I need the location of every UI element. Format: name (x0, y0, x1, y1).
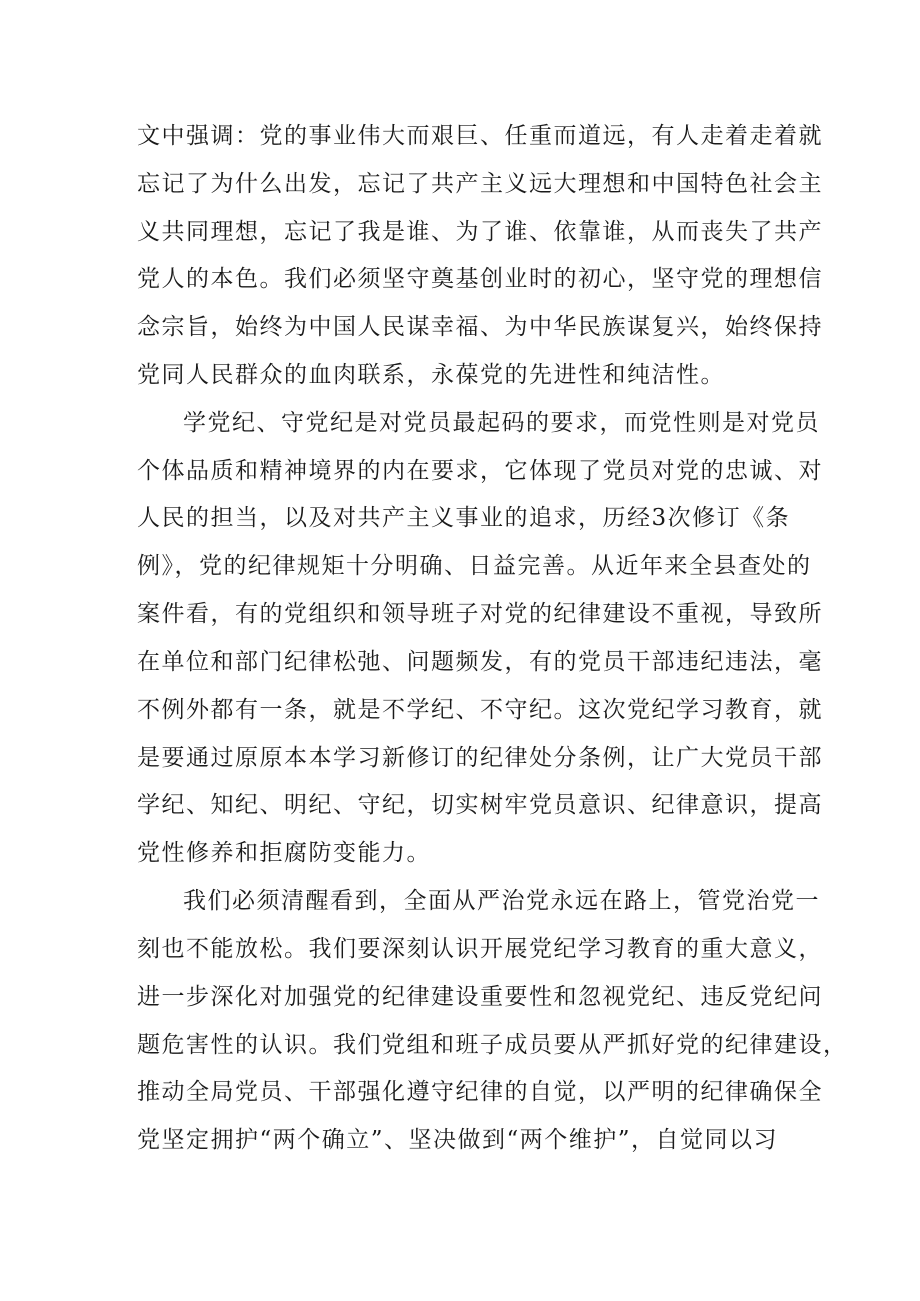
text-line: 党坚定拥护“两个确立”、坚决做到“两个维护”，自觉同以习 (137, 1127, 779, 1153)
text-line: 党同人民群众的血肉联系，永葆党的先进性和纯洁性。 (137, 362, 725, 388)
text-line: 在单位和部门纪律松弛、问题频发，有的党员干部违纪违法，毫 (137, 649, 823, 675)
text-line: 刻也不能放松。我们要深刻认识开展党纪学习教育的重大意义， (137, 936, 823, 962)
text-line: 党人的本色。我们必须坚守奠基创业时的初心，坚守党的理想信 (137, 266, 823, 292)
text-line: 人民的担当，以及对共产主义事业的追求，历经3次修订《条 (137, 505, 791, 531)
text-line: 学纪、知纪、明纪、守纪，切实树牢党员意识、纪律意识，提高 (137, 792, 823, 818)
text-line: 文中强调：党的事业伟大而艰巨、任重而道远，有人走着走着就 (137, 123, 823, 149)
text-line: 进一步深化对加强党的纪律建设重要性和忽视党纪、违反党纪问 (137, 984, 823, 1010)
text-line: 题危害性的认识。我们党组和班子成员要从严抓好党的纪律建设， (137, 1032, 848, 1058)
text-line: 义共同理想，忘记了我是谁、为了谁、依靠谁，从而丧失了共产 (137, 219, 823, 245)
text-line: 党性修养和拒腐防变能力。 (137, 840, 431, 866)
text-line: 例》，党的纪律规矩十分明确、日益完善。从近年来全县查处的 (137, 553, 812, 579)
text-line: 念宗旨，始终为中国人民谋幸福、为中华民族谋复兴，始终保持 (137, 314, 823, 340)
text-line: 是要通过原原本本学习新修订的纪律处分条例，让广大党员干部 (137, 745, 823, 771)
paragraph-first-line: 学党纪、守党纪是对党员最起码的要求，而党性则是对党员 (183, 410, 820, 436)
text-line: 案件看，有的党组织和领导班子对党的纪律建设不重视，导致所 (137, 601, 823, 627)
text-line: 忘记了为什么出发，忘记了共产主义远大理想和中国特色社会主 (137, 171, 823, 197)
text-line: 个体品质和精神境界的内在要求，它体现了党员对党的忠诚、对 (137, 458, 823, 484)
paragraph-first-line: 我们必须清醒看到，全面从严治党永远在路上，管党治党一 (183, 888, 820, 914)
text-line: 不例外都有一条，就是不学纪、不守纪。这次党纪学习教育，就 (137, 697, 823, 723)
text-line: 推动全局党员、干部强化遵守纪律的自觉，以严明的纪律确保全 (137, 1079, 823, 1105)
